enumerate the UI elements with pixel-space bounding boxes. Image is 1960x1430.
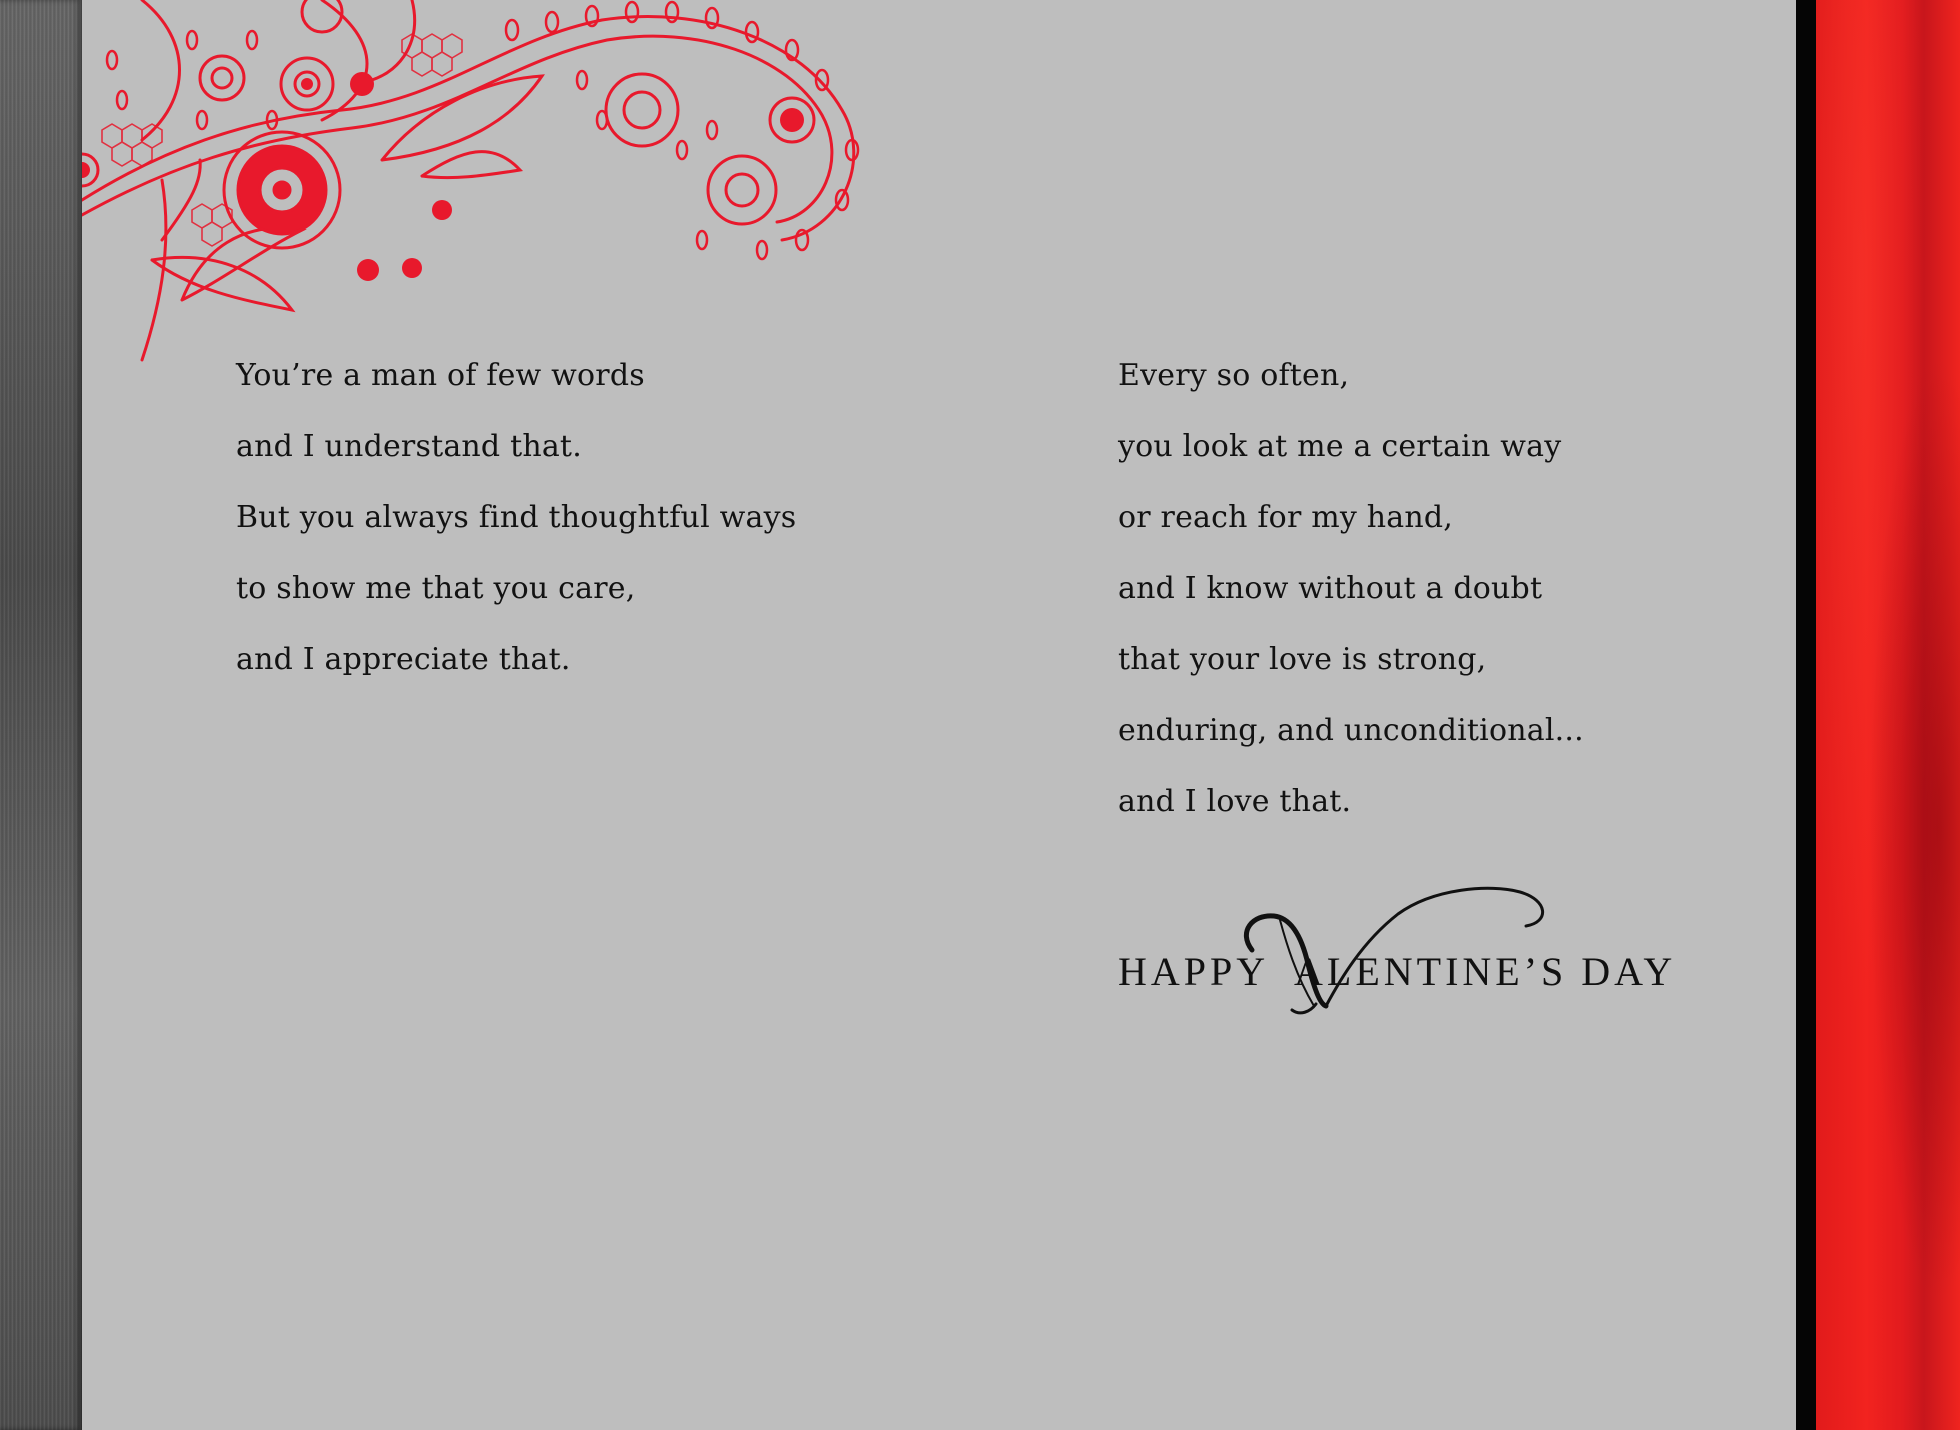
verse-line: and I appreciate that. [236, 642, 571, 677]
greeting-happy: HAPPY [1118, 949, 1270, 994]
left-fabric-edge [0, 0, 82, 1430]
verse-line: to show me that you care, [236, 571, 636, 606]
verse-line: or reach for my hand, [1118, 500, 1454, 535]
verse-left [236, 340, 796, 695]
verse-line: and I understand that. [236, 429, 582, 464]
verse-line: But you always find thoughtful ways [236, 500, 797, 535]
verse-right [1118, 340, 1584, 837]
verse-line: Every so often, [1118, 358, 1350, 393]
svg-text:V: V [1288, 977, 1294, 986]
verse-line: that your love is strong, [1118, 642, 1487, 677]
red-cover-edge [1816, 0, 1960, 1430]
valentines-greeting [1118, 880, 1698, 1020]
verse-line: enduring, and unconditional... [1118, 713, 1584, 748]
black-divider-stripe [1796, 0, 1816, 1430]
verse-line: and I love that. [1118, 784, 1352, 819]
verse-line: you look at me a certain way [1118, 429, 1562, 464]
verse-line: You’re a man of few words [236, 358, 645, 393]
verse-line: and I know without a doubt [1118, 571, 1543, 606]
greeting-valentines-day: ALENTINE’S DAY [1294, 949, 1677, 994]
paisley-ornament-icon [82, 0, 882, 380]
